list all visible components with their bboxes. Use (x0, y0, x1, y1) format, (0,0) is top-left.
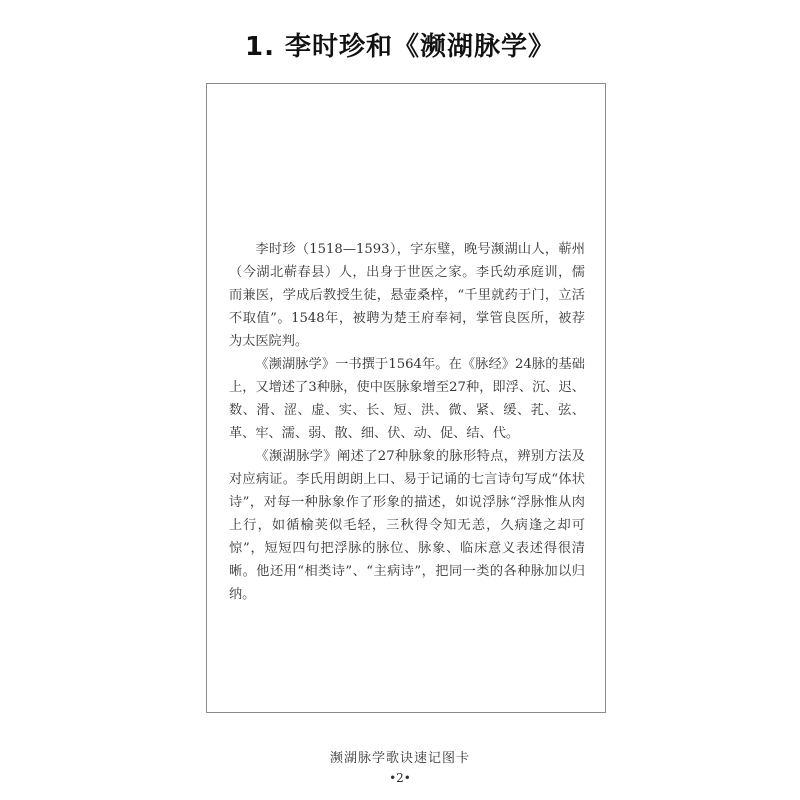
content-frame (206, 83, 606, 713)
paragraph-pulse-poems: 《濒湖脉学》阐述了27种脉象的脉形特点，辨别方法及对应病证。李氏用朗朗上口、易于记诵的七言诗句写成“体状诗”，对每一种脉象作了形象的描述，如说浮脉“浮脉惟从肉上行，如循榆荚似毛轻，三秋得令知无恙，久病逢之却可惊”，短短四句把浮脉的脉位、脉象、临床意义表述得很清晰。他还用“相类诗”、“主病诗”，把同一类的各种脉加以归纳。 (229, 449, 585, 602)
paragraph-book-history: 《濒湖脉学》一书撰于1564年。在《脉经》24脉的基础上，又增述了3种脉，使中医脉象增至27种，即浮、沉、迟、数、滑、涩、虚、实、长、短、洪、微、紧、缓、芤、弦、革、牢、濡、弱、散、细、伏、动、促、结、代。 (229, 357, 585, 441)
paragraph-biography: 李时珍（1518—1593），字东璧，晚号濒湖山人，蕲州（今湖北蕲春县）人，出身于世医之家。李氏幼承庭训，儒而兼医，学成后教授生徒，悬壶桑梓，“千里就药于门，立活不取值”。1548年，被聘为楚王府奉祠，掌管良医所，被荐为太医院判。 (229, 242, 585, 349)
body-text (229, 238, 585, 606)
page-title: 1. 李时珍和《濒湖脉学》 (244, 32, 556, 62)
footer-caption: 濒湖脉学歌诀速记图卡 (329, 751, 470, 766)
page-number: •2• (389, 771, 411, 785)
